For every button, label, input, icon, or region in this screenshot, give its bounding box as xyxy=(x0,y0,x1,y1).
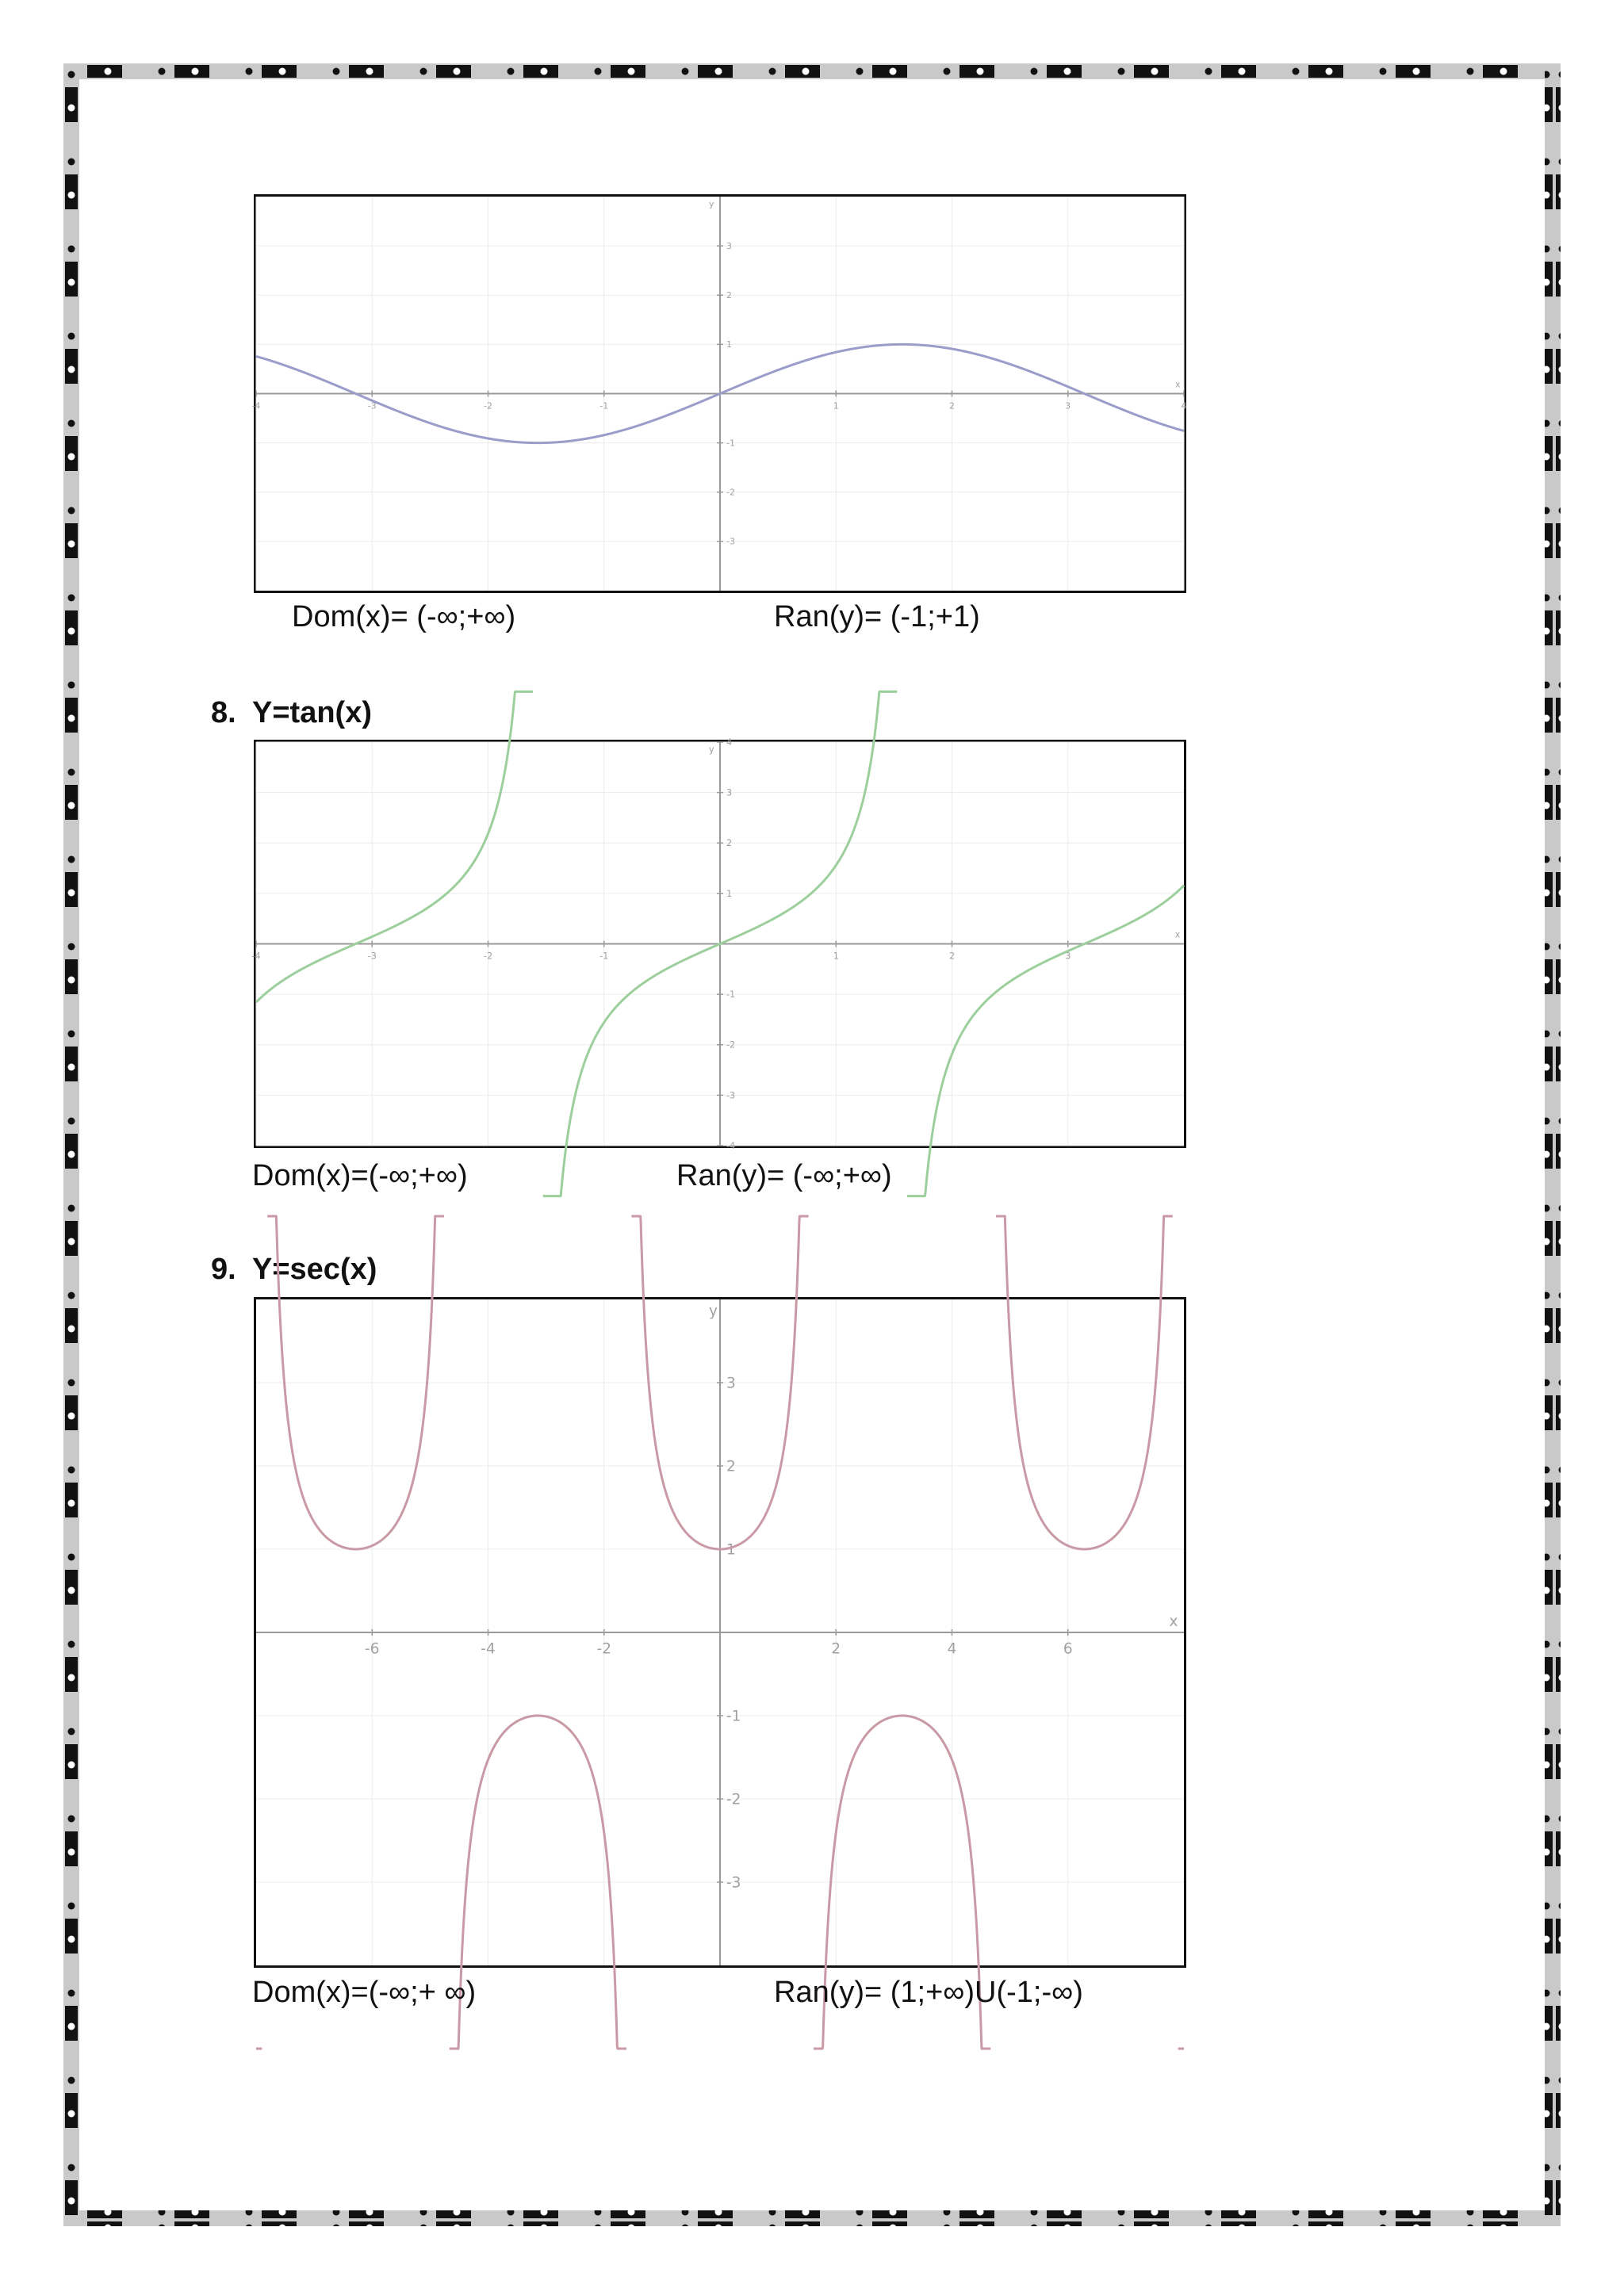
sine-x-tick-label: 3 xyxy=(1065,400,1071,411)
secant-graph xyxy=(254,1297,1186,1968)
secant-range: Ran(y)= (1;+∞)U(-1;-∞) xyxy=(774,1976,1083,2009)
secant-x-tick-label: 6 xyxy=(1063,1640,1073,1658)
secant-x-tick-label: 2 xyxy=(831,1640,841,1658)
tangent-y-tick-label: -4 xyxy=(726,1140,736,1151)
tangent-x-tick-label: 3 xyxy=(1065,951,1071,962)
sine-x-tick-label: -2 xyxy=(484,400,492,411)
secant-y-tick-label: -1 xyxy=(726,1708,741,1725)
tangent-x-tick-label: -2 xyxy=(483,951,493,962)
tangent-x-tick-label: -3 xyxy=(367,951,377,962)
tangent-graph xyxy=(251,737,1186,1151)
tangent-y-tick-label: 1 xyxy=(726,888,733,899)
secant-y-tick-label: 1 xyxy=(726,1541,736,1559)
tangent-x-tick-label: -1 xyxy=(599,951,609,962)
heading-sec-title: Y=sec(x) xyxy=(252,1253,377,1286)
sine-x-tick-label: -4 xyxy=(251,400,261,411)
sine-x-tick-label: 2 xyxy=(949,400,955,411)
sine-y-tick-label: 2 xyxy=(726,290,732,301)
secant-y-tick-label: 3 xyxy=(726,1375,736,1392)
sine-y-tick-label: 3 xyxy=(726,240,732,251)
tangent-y-tick-label: -3 xyxy=(726,1090,736,1101)
sine-y-tick-label: 1 xyxy=(726,339,732,350)
tangent-x-tick-label: 1 xyxy=(833,951,839,962)
tangent-y-tick-label: 2 xyxy=(726,838,733,849)
tangent-x-axis-label: x xyxy=(1174,929,1181,940)
tangent-y-tick-label: -1 xyxy=(726,989,736,1001)
secant-x-tick-label: -6 xyxy=(365,1640,380,1658)
secant-y-tick-label: -3 xyxy=(726,1874,741,1892)
heading-sec-number: 9. xyxy=(211,1253,236,1286)
heading-tan-title: Y=tan(x) xyxy=(252,696,372,729)
secant-x-tick-label: -4 xyxy=(481,1640,496,1658)
sine-domain: Dom(x)= (-∞;+∞) xyxy=(292,600,516,633)
tangent-x-tick-label: 2 xyxy=(948,951,956,962)
sine-chart xyxy=(251,197,1187,591)
tangent-range: Ran(y)= (-∞;+∞) xyxy=(676,1159,892,1192)
tangent-x-tick-label: -4 xyxy=(251,951,261,962)
sine-x-tick-label: 1 xyxy=(833,400,839,411)
secant-chart xyxy=(256,1299,1184,1965)
heading-tan xyxy=(211,696,372,730)
sine-y-tick-label: -1 xyxy=(726,438,735,449)
secant-x-axis-label: x xyxy=(1169,1613,1178,1630)
sine-x-tick-label: 4 xyxy=(1181,400,1187,411)
secant-y-tick-label: 2 xyxy=(726,1458,736,1475)
tangent-domain: Dom(x)=(-∞;+∞) xyxy=(252,1159,468,1192)
sine-y-tick-label: -3 xyxy=(726,536,735,547)
secant-domain: Dom(x)=(-∞;+ ∞) xyxy=(252,1976,477,2009)
sine-x-tick-label: -1 xyxy=(599,400,609,411)
heading-sec xyxy=(211,1253,377,1287)
tangent-y-tick-label: -2 xyxy=(726,1039,736,1050)
sine-y-axis-label: y xyxy=(709,198,714,209)
secant-y-axis-label: y xyxy=(709,1303,718,1320)
sine-range: Ran(y)= (-1;+1) xyxy=(774,600,980,633)
tangent-chart xyxy=(251,737,1184,1151)
secant-x-tick-label: -2 xyxy=(596,1640,611,1658)
sine-y-tick-label: -2 xyxy=(726,487,735,498)
sine-x-axis-label: x xyxy=(1175,379,1181,390)
heading-tan-number: 8. xyxy=(211,696,236,729)
secant-y-tick-label: -2 xyxy=(726,1791,741,1808)
sine-graph xyxy=(251,194,1187,593)
tangent-y-tick-label: 3 xyxy=(726,787,733,798)
tangent-y-tick-label: 4 xyxy=(726,737,733,748)
secant-x-tick-label: 4 xyxy=(947,1640,957,1658)
tangent-y-axis-label: y xyxy=(709,744,714,756)
sine-x-tick-label: -3 xyxy=(367,400,377,411)
